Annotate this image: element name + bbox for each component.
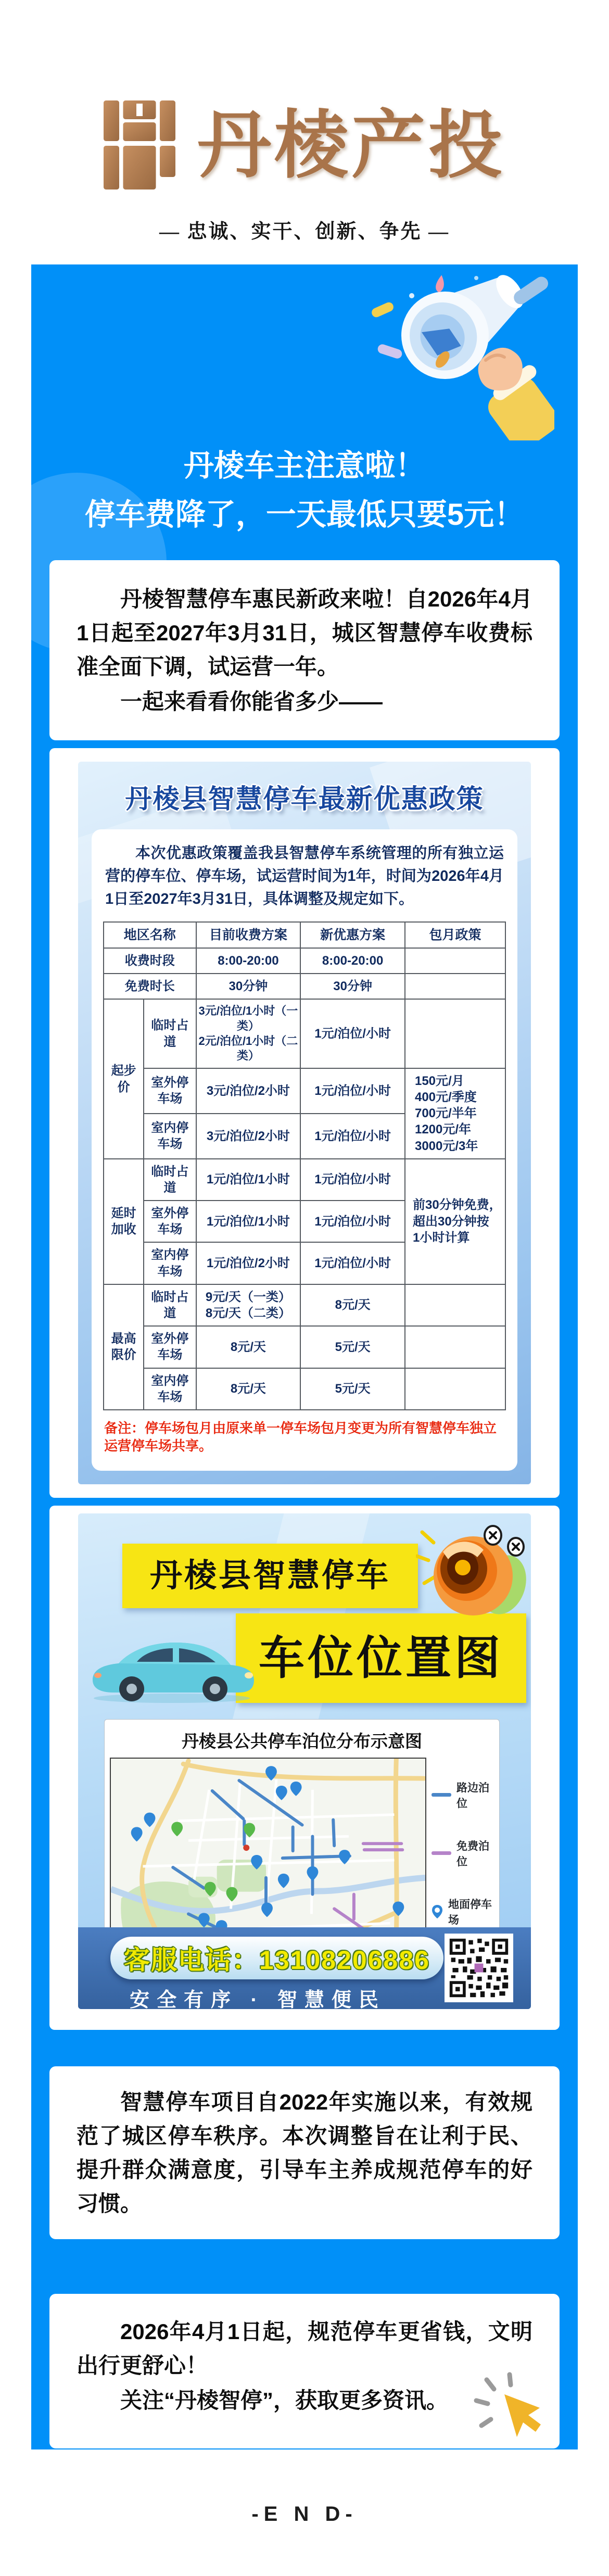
policy-intro: 本次优惠政策覆盖我县智慧停车系统管理的所有独立运营的停车位、停车场，试运营时间为1年，时间为2026年4月1日至2027年3月31日，具体调整及规定如下。 (105, 845, 504, 908)
free-line-icon (432, 1851, 451, 1855)
cell-cap-outdoor-new: 5元/天 (300, 1326, 405, 1368)
monthly-line: 150元/月 (414, 1074, 464, 1088)
band-slogan: 安全有序 · 智慧便民 (130, 1989, 386, 2009)
review-card (49, 2066, 560, 2239)
cell-overtime-outdoor-new: 1元/泊位/小时 (300, 1201, 405, 1242)
qr-code-icon (448, 1937, 510, 1999)
site-header (0, 0, 609, 264)
table-row (104, 948, 505, 974)
map-badge-subtitle: 车位位置图 (236, 1613, 526, 1703)
price-line: 9元/天（一类） (205, 1290, 291, 1304)
megaphone-illustration-icon (362, 269, 554, 440)
cell-start-outdoor-label: 室外停车场 (144, 1068, 196, 1114)
map-poster-artwork (78, 1513, 531, 2009)
monthly-line: 前30分钟免费， (412, 1198, 502, 1213)
cell-overtime-indoor-new: 1元/泊位/小时 (300, 1242, 405, 1284)
cell-start-outdoor-new: 1元/泊位/小时 (300, 1068, 405, 1114)
col-header-new: 新优惠方案 (300, 922, 405, 949)
review-paragraph: 智慧停车项目自2022年实施以来，有效规范了城区停车秩序。本次调整旨在让利于民、提升群众满意度，引导车主养成规范停车的好习惯。 (77, 2089, 532, 2216)
fee-table (103, 921, 506, 1410)
cell-time-monthly (405, 948, 505, 974)
intro-paragraph-2: 一起来看看你能省多少—— (120, 689, 383, 714)
map-poster (49, 1506, 560, 2030)
table-row (104, 1068, 505, 1114)
cell-time-label: 收费时段 (104, 948, 196, 974)
hero-title (31, 441, 578, 539)
cell-cap-indoor-current: 8元/天 (196, 1368, 301, 1410)
cell-start-monthly (405, 1068, 505, 1159)
price-line: 8元/天（二类） (205, 1306, 291, 1321)
legend-label: 地面停车场 (448, 1898, 492, 1926)
cell-cap-indoor-label: 室内停车场 (144, 1368, 196, 1410)
col-header-area: 地区名称 (104, 922, 196, 949)
cell-start-indoor-new: 1元/泊位/小时 (300, 1114, 405, 1159)
hotline-band (78, 1927, 531, 2009)
end-marker: -E N D- (251, 2503, 358, 2526)
cell-overtime-indoor-current: 1元/泊位/2小时 (196, 1242, 301, 1284)
cell-overtime-road-current: 1元/泊位/1小时 (196, 1159, 301, 1201)
cell-group-overtime: 延时加收 (104, 1159, 144, 1284)
hero-section (31, 264, 578, 441)
cell-free-new: 30分钟 (300, 974, 405, 999)
cell-cap-road-label: 临时占道 (144, 1284, 196, 1326)
table-row (104, 1284, 505, 1326)
brand-tagline: — 忠诚、实干、创新、争先 — (159, 221, 450, 243)
table-row (104, 1368, 505, 1410)
cell-time-current: 8:00-20:00 (196, 948, 301, 974)
cell-start-road-current (196, 999, 301, 1068)
price-line: 3元/泊位/1小时（一类） (198, 1004, 298, 1032)
col-header-monthly: 包月政策 (405, 922, 505, 949)
cell-start-indoor-current: 3元/泊位/2小时 (196, 1114, 301, 1159)
legend-label: 路边泊位 (456, 1782, 489, 1810)
horn-cartoon-icon (416, 1520, 528, 1626)
article-body-panel (31, 264, 578, 2449)
cell-group-start: 起步价 (104, 999, 144, 1158)
monthly-line: 400元/季度 (414, 1090, 477, 1104)
cell-overtime-indoor-label: 室内停车场 (144, 1242, 196, 1284)
map-badge-title: 丹棱县智慧停车 (122, 1544, 418, 1608)
col-header-current: 目前收费方案 (196, 922, 301, 949)
table-row (104, 1159, 505, 1201)
qr-code (445, 1934, 513, 2002)
cell-cap-road-current (196, 1284, 301, 1326)
cell-overtime-road-new: 1元/泊位/小时 (300, 1159, 405, 1201)
monthly-line: 700元/半年 (414, 1106, 477, 1121)
cell-overtime-road-label: 临时占道 (144, 1159, 196, 1201)
cell-overtime-outdoor-current: 1元/泊位/1小时 (196, 1201, 301, 1242)
car-icon (82, 1620, 262, 1706)
cell-cap-outdoor-current: 8元/天 (196, 1326, 301, 1368)
roadside-line-icon (432, 1793, 451, 1797)
cell-time-new: 8:00-20:00 (300, 948, 405, 974)
table-row (104, 1326, 505, 1368)
click-cursor-icon (467, 2371, 545, 2444)
brand-logo-icon (104, 96, 182, 195)
cell-cap-outdoor-monthly (405, 1326, 505, 1368)
cell-cap-indoor-monthly (405, 1368, 505, 1410)
outro-paragraph-1: 2026年4月1日起，规范停车更省钱，文明出行更舒心！ (77, 2319, 532, 2378)
cell-group-cap: 最高限价 (104, 1284, 144, 1410)
cell-cap-indoor-new: 5元/天 (300, 1368, 405, 1410)
monthly-line: 3000元/3年 (414, 1139, 478, 1153)
cell-start-road-monthly (405, 999, 505, 1068)
intro-card (49, 560, 560, 740)
price-line: 2元/泊位/1小时（二类） (198, 1034, 298, 1063)
cell-cap-outdoor-label: 室外停车场 (144, 1326, 196, 1368)
brand-name: 丹棱产投 (197, 105, 505, 187)
fee-table-header-row (104, 922, 505, 949)
monthly-line: 1200元/年 (414, 1122, 472, 1137)
legend-item-roadside (432, 1779, 494, 1811)
cell-overtime-monthly (405, 1159, 505, 1284)
policy-inner-card (92, 829, 517, 1470)
cell-start-outdoor-current: 3元/泊位/2小时 (196, 1068, 301, 1114)
cell-free-current: 30分钟 (196, 974, 301, 999)
brand-row (0, 96, 609, 195)
cell-free-label: 免费时长 (104, 974, 196, 999)
hero-title-line1: 丹棱车主注意啦！ (183, 449, 425, 483)
legend-item-surface (432, 1896, 494, 1927)
legend-item-free (432, 1838, 494, 1869)
outro-card (49, 2294, 560, 2448)
table-row (104, 974, 505, 999)
legend-label: 免费泊位 (456, 1840, 489, 1868)
cell-cap-road-new: 8元/天 (300, 1284, 405, 1326)
policy-poster-artwork (78, 762, 531, 1484)
cell-start-indoor-label: 室内停车场 (144, 1114, 196, 1159)
surface-parking-pin-icon (432, 1904, 443, 1919)
policy-poster (49, 748, 560, 1497)
monthly-line: 超出30分钟按 (412, 1214, 489, 1229)
cell-free-monthly (405, 974, 505, 999)
cell-overtime-outdoor-label: 室外停车场 (144, 1201, 196, 1242)
table-row (104, 999, 505, 1068)
cell-start-road-new: 1元/泊位/小时 (300, 999, 405, 1068)
site-footer (0, 2449, 609, 2576)
outro-paragraph-2: 关注“丹棱智停”，获取更多资讯。 (120, 2388, 449, 2413)
cell-start-road-label: 临时占道 (144, 999, 196, 1068)
policy-note: 备注：停车场包月由原来单一停车场包月变更为所有智慧停车独立运营停车场共享。 (104, 1420, 497, 1454)
hotline-number: 客服电话：13108206886 (110, 1937, 443, 1979)
hero-title-line2: 停车费降了，一天最低只要5元！ (84, 497, 525, 532)
cell-cap-road-monthly (405, 1284, 505, 1326)
monthly-line: 1小时计算 (412, 1230, 470, 1245)
policy-poster-title: 丹棱县智慧停车最新优惠政策 (125, 784, 484, 814)
intro-paragraph-1: 丹棱智慧停车惠民新政来啦！自2026年4月1日起至2027年3月31日，城区智慧停车收费标准全面下调，试运营一年。 (77, 586, 532, 679)
map-title: 丹棱县公共停车泊位分布示意图 (182, 1731, 422, 1751)
